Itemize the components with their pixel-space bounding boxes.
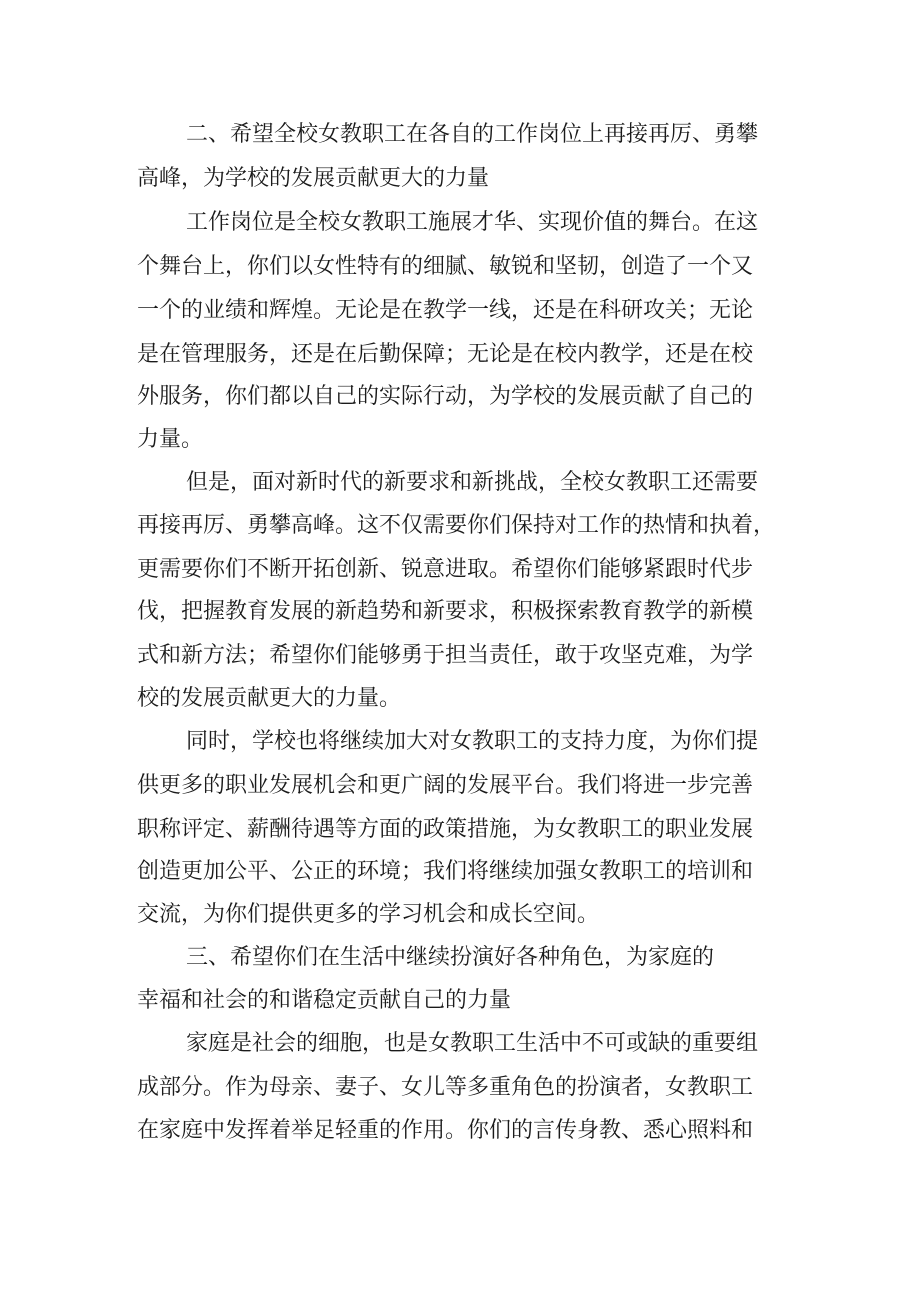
paragraph-line: 外服务，你们都以自己的实际行动，为学校的发展贡献了自己的: [137, 384, 754, 409]
paragraph-line: 成部分。作为母亲、妻子、女儿等多重角色的扮演者，女教职工: [137, 1075, 754, 1100]
paragraph-line: 更需要你们不断开拓创新、锐意进取。希望你们能够紧跟时代步: [137, 557, 754, 582]
paragraph-line: 校的发展贡献更大的力量。: [137, 686, 402, 711]
paragraph-line: 但是，面对新时代的新要求和新挑战，全校女教职工还需要: [186, 470, 759, 495]
section-heading-2-line-2: 高峰，为学校的发展贡献更大的力量: [137, 166, 490, 191]
paragraph-line: 式和新方法；希望你们能够勇于担当责任，敢于攻坚克难，为学: [137, 643, 754, 668]
paragraph-line: 伐，把握教育发展的新趋势和新要求，积极探索教育教学的新模: [137, 599, 754, 624]
paragraph-line: 家庭是社会的细胞，也是女教职工生活中不可或缺的重要组: [186, 1031, 759, 1056]
paragraph-line: 是在管理服务，还是在后勤保障；无论是在校内教学，还是在校: [137, 342, 754, 367]
paragraph-line: 同时，学校也将继续加大对女教职工的支持力度，为你们提: [186, 729, 759, 754]
paragraph-line: 职称评定、薪酬待遇等方面的政策措施，为女教职工的职业发展: [137, 817, 754, 842]
paragraph-line: 个舞台上，你们以女性特有的细腻、敏锐和坚韧，创造了一个又: [137, 254, 754, 279]
paragraph-line: 工作岗位是全校女教职工施展才华、实现价值的舞台。在这: [186, 210, 759, 235]
paragraph-line: 在家庭中发挥着举足轻重的作用。你们的言传身教、悉心照料和: [137, 1118, 754, 1143]
paragraph-line: 一个的业绩和辉煌。无论是在教学一线，还是在科研攻关；无论: [137, 298, 754, 323]
paragraph-line: 交流，为你们提供更多的学习机会和成长空间。: [137, 902, 600, 927]
section-heading-2-line-1: 二、希望全校女教职工在各自的工作岗位上再接再厉、勇攀: [186, 122, 759, 147]
paragraph-line: 供更多的职业发展机会和更广阔的发展平台。我们将进一步完善: [137, 773, 754, 798]
section-heading-3-line-2: 幸福和社会的和谐稳定贡献自己的力量: [137, 988, 512, 1013]
paragraph-line: 创造更加公平、公正的环境；我们将继续加强女教职工的培训和: [137, 859, 754, 884]
paragraph-line: 力量。: [137, 427, 204, 452]
paragraph-line: 再接再厉、勇攀高峰。这不仅需要你们保持对工作的热情和执着，: [137, 513, 776, 538]
section-heading-3-line-1: 三、希望你们在生活中继续扮演好各种角色，为家庭的: [186, 945, 715, 970]
